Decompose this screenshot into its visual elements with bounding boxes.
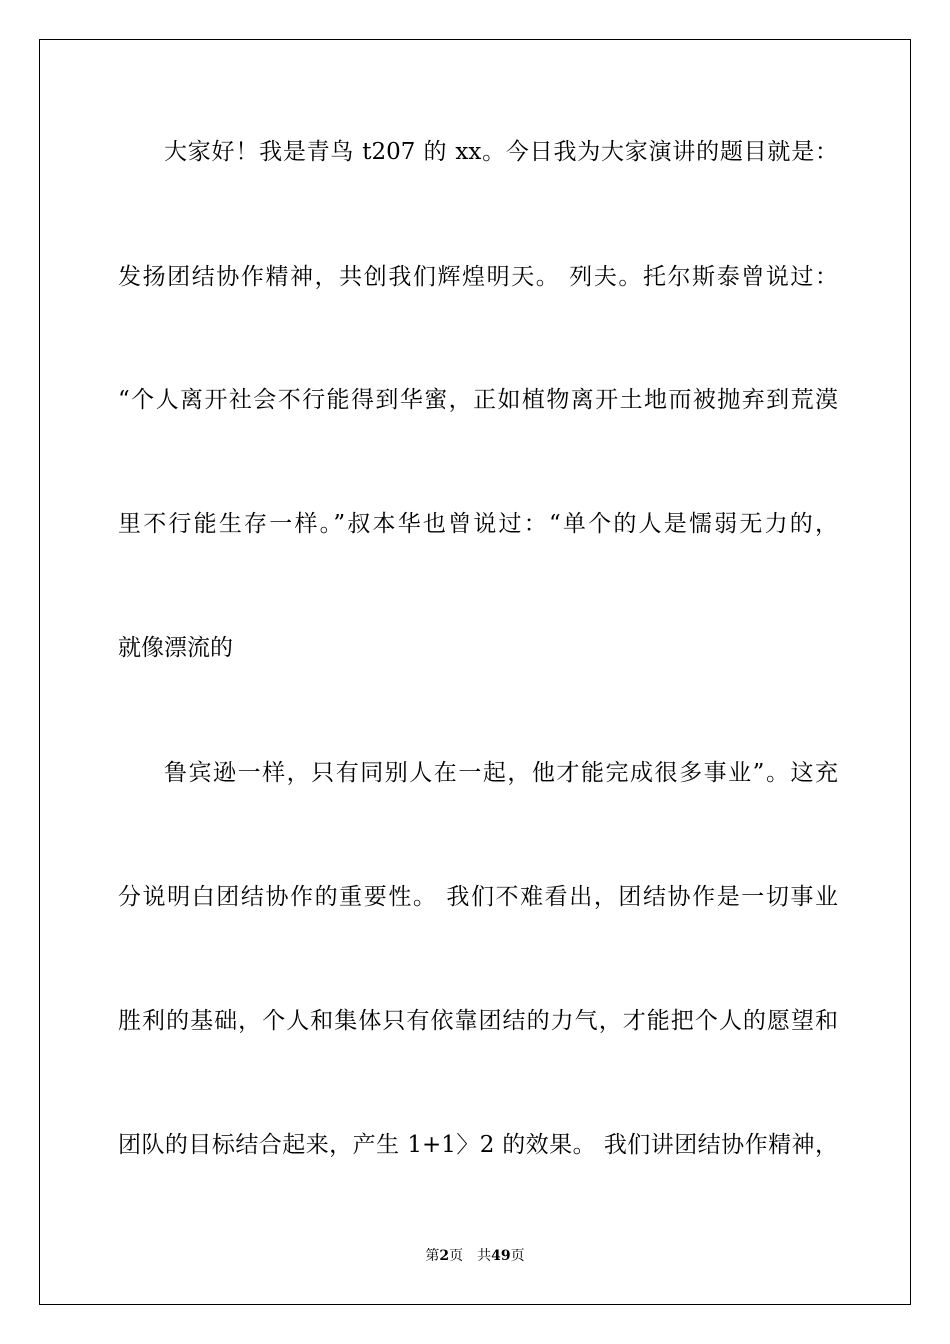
paragraph-line-7: 分说明白团结协作的重要性。 我们不难看出，团结协作是一切事业	[118, 884, 838, 910]
page-prefix: 第	[425, 1248, 440, 1264]
total-pages: 49	[491, 1248, 511, 1264]
total-suffix: 页	[510, 1248, 525, 1264]
page-suffix: 页	[449, 1248, 464, 1264]
paragraph-line-2: 发扬团结协作精神，共创我们辉煌明天。 列夫。托尔斯泰曾说过：	[118, 264, 838, 290]
paragraph-line-3: “个人离开社会不行能得到华蜜，正如植物离开土地而被抛弃到荒漠	[118, 387, 838, 413]
page-number: 2	[439, 1248, 450, 1264]
paragraph-line-5: 就像漂流的	[118, 635, 233, 661]
paragraph-line-6: 鲁宾逊一样，只有同别人在一起，他才能完成很多事业”。这充	[164, 760, 838, 786]
total-prefix: 共	[477, 1248, 492, 1264]
paragraph-line-8: 胜利的基础，个人和集体只有依靠团结的力气，才能把个人的愿望和	[118, 1008, 838, 1034]
page-border	[39, 39, 911, 1305]
paragraph-line-1: 大家好！我是青鸟 t207 的 xx。今日我为大家演讲的题目就是：	[164, 139, 838, 165]
paragraph-line-9: 团队的目标结合起来，产生 1+1〉2 的效果。 我们讲团结协作精神，	[118, 1132, 838, 1158]
paragraph-line-4: 里不行能生存一样。”叔本华也曾说过：“单个的人是懦弱无力的，	[118, 511, 838, 537]
page-footer	[0, 1247, 950, 1265]
